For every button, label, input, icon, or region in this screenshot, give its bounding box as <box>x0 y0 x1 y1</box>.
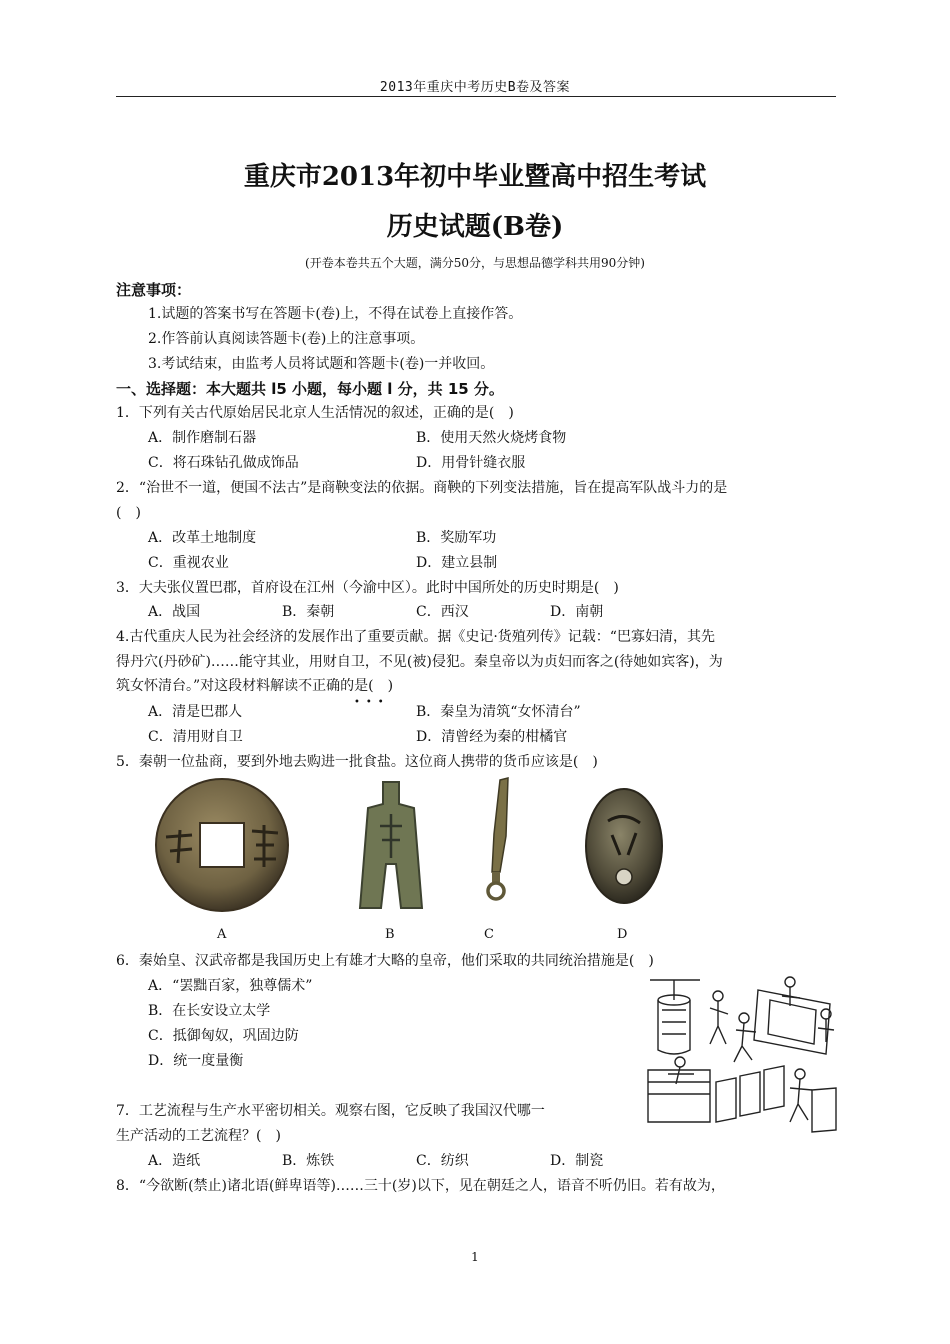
option-d: D．统一度量衡 <box>148 1053 244 1069</box>
exam-title: 重庆市2013年初中毕业暨高中招生考试 <box>243 162 707 192</box>
question-stem-cont: 得丹穴(丹砂矿)……能守其业，用财自卫，不见(被)侵犯。秦皇帝以为贞妇而客之(待她如宾客)，为 <box>116 654 723 670</box>
question-stem: 1．下列有关古代原始居民北京人生活情况的叙述，正确的是( ) <box>116 405 514 421</box>
section-heading: 一、选择题：本大题共 l5 小题，每小题 l 分，共 15 分。 <box>116 380 504 398</box>
option-c: C．清用财自卫 <box>148 729 243 745</box>
option-c: C．重视农业 <box>148 555 229 571</box>
question-stem: 8．“今欲断(禁止)诸北语(鲜卑语等)……三十(岁)以下，见在朝廷之人，语音不听仍旧。若有故为， <box>116 1178 725 1194</box>
notice-item: 2.作答前认真阅读答题卡(卷)上的注意事项。 <box>148 331 425 347</box>
notice-heading: 注意事项： <box>116 281 192 299</box>
ant-nose-coin-image <box>582 785 666 907</box>
option-b: B．炼铁 <box>282 1153 335 1169</box>
option-a: A．造纸 <box>148 1153 201 1169</box>
option-a: A．清是巴郡人 <box>148 704 243 720</box>
question-stem: 6．秦始皇、汉武帝都是我国历史上有雄才大略的皇帝，他们采取的共同统治措施是( ) <box>116 953 654 969</box>
coin-label-d: D <box>617 927 628 942</box>
option-a: A．“罢黜百家，独尊儒术” <box>148 978 313 994</box>
option-d: D．清曾经为秦的柑橘官 <box>416 729 568 745</box>
option-d: D．建立县制 <box>416 555 498 571</box>
question-stem: 5．秦朝一位盐商，要到外地去购进一批食盐。这位商人携带的货币应该是( ) <box>116 754 598 770</box>
question-stem: 7．工艺流程与生产水平密切相关。观察右图，它反映了我国汉代哪一 <box>116 1103 545 1119</box>
option-d: D．用骨针缝衣服 <box>416 455 526 471</box>
emphasis-dots: ••• <box>354 697 390 708</box>
option-a: A．战国 <box>148 604 201 620</box>
option-c: C．抵御匈奴，巩固边防 <box>148 1028 299 1044</box>
ban-liang-coin-image <box>152 775 292 915</box>
coin-label-b: B <box>385 927 395 942</box>
spade-coin-image <box>356 778 426 916</box>
option-a: A．制作磨制石器 <box>148 430 257 446</box>
header-rule <box>116 96 836 97</box>
question-stem: 2．“治世不一道，便国不法古”是商鞅变法的依据。商鞅的下列变法措施，旨在提高军队战斗力的是 <box>116 480 728 496</box>
notice-item: 3.考试结束，由监考人员将试题和答题卡(卷)一并收回。 <box>148 356 495 372</box>
coin-label-a: A <box>217 927 227 942</box>
coin-label-c: C <box>484 927 494 942</box>
question-stem: 3．大夫张仪置巴郡，首府设在江州（今渝中区）。此时中国所处的历史时期是( ) <box>116 580 619 596</box>
option-b: B．秦朝 <box>282 604 335 620</box>
notice-item: 1.试题的答案书写在答题卡(卷)上，不得在试卷上直接作答。 <box>148 306 523 322</box>
option-d: D．制瓷 <box>550 1153 604 1169</box>
option-c: C．西汉 <box>416 604 469 620</box>
papermaking-process-illustration <box>640 970 838 1138</box>
option-b: B．使用天然火烧烤食物 <box>416 430 567 446</box>
option-b: B．在长安设立太学 <box>148 1003 271 1019</box>
exam-subject-title: 历史试题(B卷) <box>386 212 564 242</box>
option-b: B．奖励军功 <box>416 530 497 546</box>
option-c: C．将石珠钻孔做成饰品 <box>148 455 299 471</box>
page-header: 2013年重庆中考历史B卷及答案 <box>379 80 571 95</box>
question-stem-cont: 生产活动的工艺流程？( ) <box>116 1128 281 1144</box>
option-c: C．纺织 <box>416 1153 469 1169</box>
option-b: B．秦皇为清筑“女怀清台” <box>416 704 581 720</box>
knife-coin-image <box>478 776 518 904</box>
option-a: A．改革土地制度 <box>148 530 257 546</box>
page-number: 1 <box>471 1250 479 1264</box>
exam-instructions-subtitle: (开卷本卷共五个大题，满分50分，与思想品德学科共用90分钟) <box>305 256 645 270</box>
question-stem-cont: 筑女怀清台。”对这段材料解读不正确的是( ) <box>116 678 394 694</box>
option-d: D．南朝 <box>550 604 604 620</box>
question-stem-cont: ( ) <box>116 505 141 521</box>
question-stem: 4.古代重庆人民为社会经济的发展作出了重要贡献。据《史记·货殖列传》记载：“巴寡妇清，其先 <box>116 629 715 645</box>
